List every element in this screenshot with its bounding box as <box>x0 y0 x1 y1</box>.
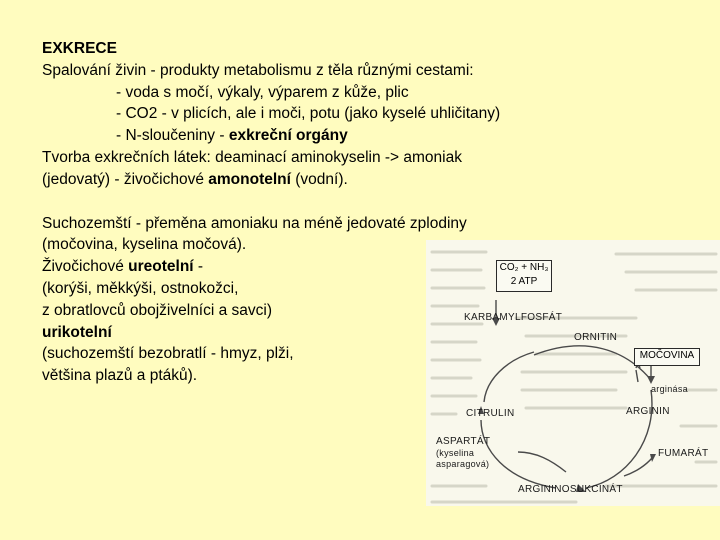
text-line: většina plazů a ptáků). <box>42 367 198 385</box>
text-line: - voda s močí, výkaly, výparem z kůže, plic <box>116 83 409 101</box>
text-span: - <box>193 258 204 276</box>
text-line <box>42 169 602 191</box>
text-line: (močovina, kyselina močová). <box>42 236 247 254</box>
text-span: (vodní). <box>290 170 348 188</box>
text-span: - N-sloučeniny - <box>116 127 229 145</box>
text-line: Suchozemští - přeměna amoniaku na méně jedovaté zplodiny <box>42 214 467 232</box>
fumarat-label: FUMARÁT <box>658 448 709 459</box>
argininosukcinat-label: ARGININOSUKCINÁT <box>518 484 623 495</box>
text-span: Živočichové <box>42 258 129 276</box>
text-line: Tvorba exkrečních látek: deaminací aminokyselin -> amoniak <box>42 148 462 166</box>
arginin-label: ARGININ <box>626 406 670 417</box>
text-line: (korýši, měkkýši, ostnokožci, <box>42 279 239 297</box>
citrulin-label: CITRULIN <box>466 408 515 419</box>
asparagova-label: asparagová) <box>436 459 490 469</box>
heading: EXKRECE <box>42 40 117 57</box>
bold-term: urikotelní <box>42 323 112 341</box>
bold-term: ureotelní <box>128 258 194 276</box>
arginaza-label: arginása <box>651 384 688 394</box>
urea-cycle-diagram <box>426 240 720 506</box>
text-line: - CO2 - v plicích, ale i moči, potu (jako kyselé uhličitany) <box>116 105 501 123</box>
co2-nh3-box <box>496 260 552 292</box>
kyselina-label: (kyselina <box>436 448 475 458</box>
text-line: Spalování živin - produkty metabolismu z těla různými cestami: <box>42 61 474 79</box>
text-line <box>42 125 602 147</box>
text-span: (jedovatý) - živočichové <box>42 170 209 188</box>
karbamylfosfat-label: KARBAMYLFOSFÁT <box>464 312 563 323</box>
bold-term: exkreční orgány <box>228 127 348 145</box>
text-line: (suchozemští bezobratlí - hmyz, plži, <box>42 345 294 363</box>
bold-term: amonotelní <box>208 170 291 188</box>
co2-nh3-label: CO₂ + NH₃ <box>499 262 549 273</box>
ornitin-label: ORNITIN <box>574 332 618 343</box>
paragraph-gap <box>42 191 602 213</box>
mocovina-box <box>634 348 700 366</box>
mocovina-label: MOČOVINA <box>639 350 695 361</box>
aspartat-label: ASPARTÁT <box>436 436 491 447</box>
atp-label: 2 ATP <box>510 276 538 287</box>
text-line: z obratlovců obojživelníci a savci) <box>42 301 273 319</box>
